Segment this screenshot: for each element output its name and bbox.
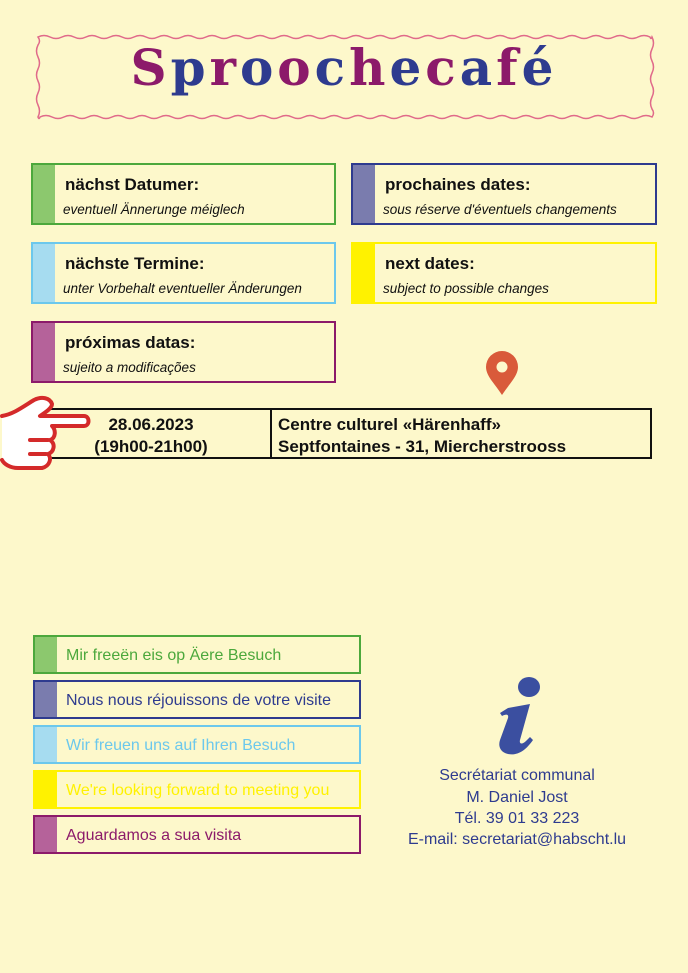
contact-phone: Tél. 39 01 33 223 [454,810,580,827]
dates-label-en [351,242,657,304]
message-text: Aguardamos a sua visita [66,827,242,844]
title-letter: r [209,38,240,97]
color-strip [35,727,57,762]
dates-label-pt [31,321,336,383]
message-text: Wir freuen uns auf Ihren Besuch [66,737,296,754]
message-lb [33,635,361,674]
dates-label-fr [351,163,657,225]
event-date: 28.06.2023 [108,415,194,434]
message-pt [33,815,361,854]
title-letter: c [314,38,350,97]
title-letter: c [425,38,460,97]
color-strip [35,637,57,672]
color-strip [33,165,55,223]
dates-note: sujeito a modificações [63,360,196,375]
event-address: Septfontaines - 31, Miercherstrooss [278,437,567,456]
title-letter: f [496,38,522,97]
title-letter: S [130,38,171,97]
dates-label-de [31,242,336,304]
color-strip [33,323,55,381]
message-fr [33,680,361,719]
dates-note: sous réserve d'éventuels changements [383,202,617,217]
contact-person: M. Daniel Jost [466,789,568,806]
dates-heading: nächste Termine: [65,254,205,273]
color-strip [35,772,57,807]
message-de [33,725,361,764]
dates-heading: prochaines dates: [385,175,531,194]
contact-office: Secrétariat communal [439,767,595,784]
pointing-hand-icon [0,394,92,474]
dates-heading: next dates: [385,254,475,273]
dates-note: unter Vorbehalt eventueller Änderungen [63,281,302,296]
dates-note: subject to possible changes [383,281,549,296]
contact-email[interactable]: E-mail: secretariat@habscht.lu [407,831,627,848]
title-letter: o [239,38,278,97]
message-text: Nous nous réjouissons de votre visite [66,692,332,709]
message-text: Mir freeën eis op Äere Besuch [66,647,282,664]
title-letter: e [389,38,426,97]
dates-label-lb [31,163,336,225]
title-letter: h [349,38,390,97]
message-text: We're looking forward to meeting you [66,782,330,799]
color-strip [35,817,57,852]
dates-heading: nächst Datumer: [65,175,200,194]
title-letter: é [521,38,558,97]
dates-note: eventuell Ännerunge méiglech [63,202,245,217]
location-pin-icon [485,351,519,396]
color-strip [33,244,55,302]
color-strip [35,682,57,717]
title-letter: o [277,38,315,97]
color-strip [353,165,375,223]
message-en [33,770,361,809]
info-icon [490,674,550,758]
page-title [0,38,688,97]
title-letter: p [170,38,210,97]
event-time: (19h00-21h00) [94,437,208,456]
dates-heading: próximas datas: [65,333,196,352]
color-strip [353,244,375,302]
title-letter: a [459,38,497,97]
event-venue: Centre culturel «Härenhaff» [278,415,501,434]
event-row [34,408,652,459]
